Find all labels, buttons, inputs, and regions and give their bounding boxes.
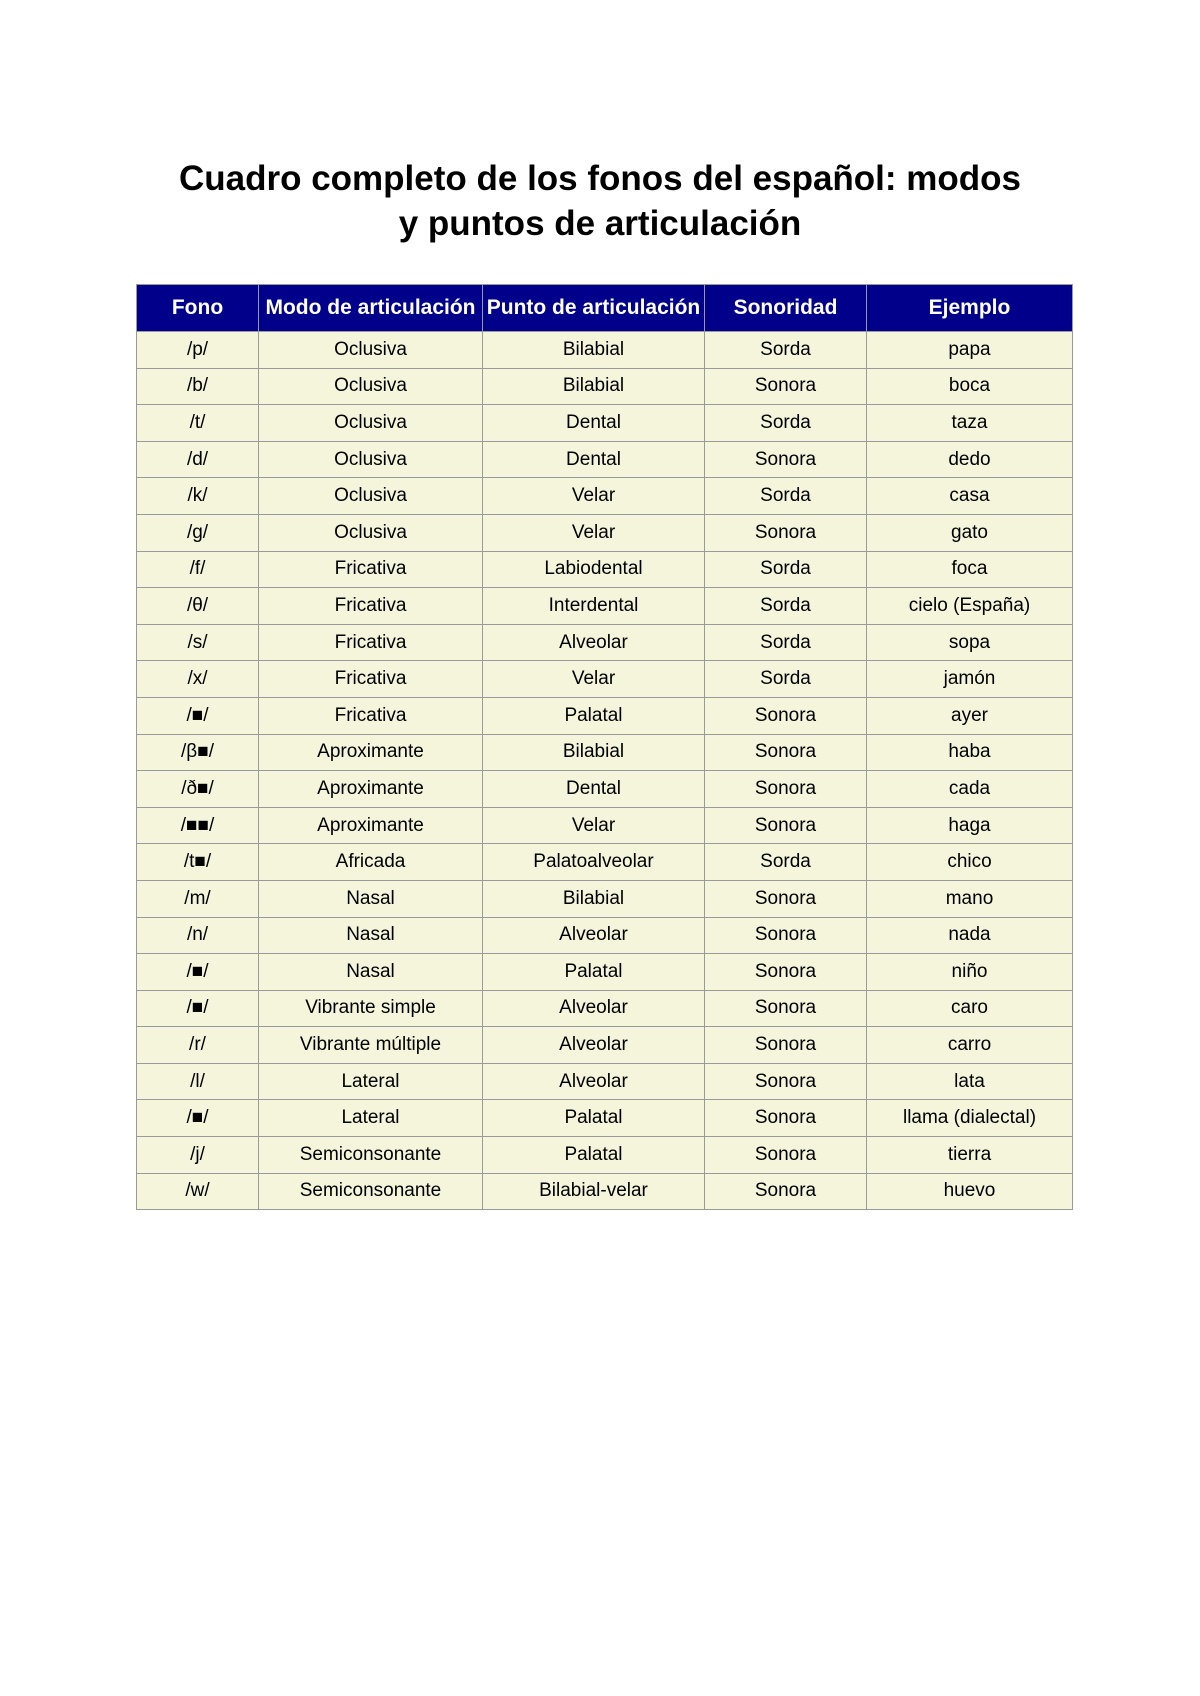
column-header-modo: Modo de articulación — [259, 285, 483, 332]
cell-modo: Fricativa — [259, 624, 483, 661]
column-header-sonoridad: Sonoridad — [705, 285, 867, 332]
table-header-row — [137, 285, 1073, 332]
cell-modo: Vibrante múltiple — [259, 1027, 483, 1064]
cell-ejemplo: llama (dialectal) — [867, 1100, 1073, 1137]
cell-modo: Aproximante — [259, 734, 483, 771]
cell-ejemplo: cielo (España) — [867, 588, 1073, 625]
cell-ejemplo: gato — [867, 514, 1073, 551]
cell-modo: Aproximante — [259, 807, 483, 844]
cell-punto: Velar — [483, 807, 705, 844]
table-row — [137, 954, 1073, 991]
table-body — [137, 332, 1073, 1210]
cell-punto: Velar — [483, 478, 705, 515]
cell-sonoridad: Sonora — [705, 954, 867, 991]
table-row — [137, 917, 1073, 954]
cell-fono: /■/ — [137, 954, 259, 991]
cell-sonoridad: Sonora — [705, 1063, 867, 1100]
cell-punto: Bilabial — [483, 880, 705, 917]
cell-punto: Interdental — [483, 588, 705, 625]
table-row — [137, 1027, 1073, 1064]
table-row — [137, 332, 1073, 369]
cell-fono: /p/ — [137, 332, 259, 369]
cell-modo: Nasal — [259, 917, 483, 954]
cell-sonoridad: Sonora — [705, 807, 867, 844]
cell-punto: Bilabial-velar — [483, 1173, 705, 1210]
cell-modo: Lateral — [259, 1063, 483, 1100]
table-row — [137, 368, 1073, 405]
cell-punto: Bilabial — [483, 734, 705, 771]
cell-fono: /s/ — [137, 624, 259, 661]
cell-fono: /t■/ — [137, 844, 259, 881]
cell-sonoridad: Sonora — [705, 880, 867, 917]
cell-modo: Nasal — [259, 880, 483, 917]
page-title-line-1: Cuadro completo de los fonos del español: modos — [178, 159, 1022, 198]
page-title — [100, 156, 1100, 246]
cell-sonoridad: Sonora — [705, 1027, 867, 1064]
table-row — [137, 661, 1073, 698]
table-row — [137, 551, 1073, 588]
cell-ejemplo: haba — [867, 734, 1073, 771]
cell-ejemplo: haga — [867, 807, 1073, 844]
cell-fono: /t/ — [137, 405, 259, 442]
table-row — [137, 1137, 1073, 1174]
cell-punto: Alveolar — [483, 1027, 705, 1064]
cell-ejemplo: boca — [867, 368, 1073, 405]
phones-table — [136, 284, 1073, 1210]
cell-fono: /b/ — [137, 368, 259, 405]
table-row — [137, 734, 1073, 771]
column-header-ejemplo: Ejemplo — [867, 285, 1073, 332]
cell-sonoridad: Sorda — [705, 624, 867, 661]
table-row — [137, 514, 1073, 551]
cell-ejemplo: huevo — [867, 1173, 1073, 1210]
cell-sonoridad: Sonora — [705, 771, 867, 808]
table-row — [137, 1100, 1073, 1137]
cell-ejemplo: cada — [867, 771, 1073, 808]
cell-fono: /j/ — [137, 1137, 259, 1174]
cell-sonoridad: Sonora — [705, 441, 867, 478]
cell-sonoridad: Sorda — [705, 405, 867, 442]
table-row — [137, 405, 1073, 442]
cell-modo: Africada — [259, 844, 483, 881]
cell-punto: Palatal — [483, 1137, 705, 1174]
cell-ejemplo: nada — [867, 917, 1073, 954]
cell-punto: Palatal — [483, 1100, 705, 1137]
cell-modo: Fricativa — [259, 551, 483, 588]
cell-ejemplo: tierra — [867, 1137, 1073, 1174]
cell-sonoridad: Sorda — [705, 551, 867, 588]
cell-sonoridad: Sonora — [705, 1100, 867, 1137]
cell-sonoridad: Sonora — [705, 990, 867, 1027]
cell-fono: /x/ — [137, 661, 259, 698]
cell-fono: /■/ — [137, 990, 259, 1027]
cell-fono: /g/ — [137, 514, 259, 551]
cell-fono: /w/ — [137, 1173, 259, 1210]
cell-fono: /■■/ — [137, 807, 259, 844]
cell-ejemplo: foca — [867, 551, 1073, 588]
cell-punto: Bilabial — [483, 332, 705, 369]
cell-punto: Palatoalveolar — [483, 844, 705, 881]
cell-sonoridad: Sonora — [705, 1137, 867, 1174]
cell-modo: Fricativa — [259, 661, 483, 698]
cell-ejemplo: taza — [867, 405, 1073, 442]
cell-modo: Nasal — [259, 954, 483, 991]
cell-ejemplo: carro — [867, 1027, 1073, 1064]
cell-modo: Oclusiva — [259, 478, 483, 515]
cell-ejemplo: mano — [867, 880, 1073, 917]
cell-fono: /θ/ — [137, 588, 259, 625]
table-row — [137, 807, 1073, 844]
cell-fono: /ð■/ — [137, 771, 259, 808]
cell-ejemplo: niño — [867, 954, 1073, 991]
cell-fono: /■/ — [137, 697, 259, 734]
cell-punto: Palatal — [483, 954, 705, 991]
cell-ejemplo: chico — [867, 844, 1073, 881]
cell-modo: Oclusiva — [259, 441, 483, 478]
cell-fono: /l/ — [137, 1063, 259, 1100]
cell-punto: Palatal — [483, 697, 705, 734]
cell-sonoridad: Sonora — [705, 514, 867, 551]
cell-modo: Oclusiva — [259, 514, 483, 551]
cell-fono: /β■/ — [137, 734, 259, 771]
cell-modo: Semiconsonante — [259, 1173, 483, 1210]
cell-fono: /n/ — [137, 917, 259, 954]
cell-modo: Oclusiva — [259, 405, 483, 442]
cell-sonoridad: Sorda — [705, 588, 867, 625]
cell-ejemplo: ayer — [867, 697, 1073, 734]
table-row — [137, 624, 1073, 661]
cell-punto: Alveolar — [483, 624, 705, 661]
cell-sonoridad: Sorda — [705, 332, 867, 369]
cell-modo: Vibrante simple — [259, 990, 483, 1027]
column-header-fono: Fono — [137, 285, 259, 332]
cell-punto: Dental — [483, 405, 705, 442]
column-header-punto: Punto de articulación — [483, 285, 705, 332]
cell-sonoridad: Sorda — [705, 844, 867, 881]
cell-punto: Velar — [483, 514, 705, 551]
cell-ejemplo: sopa — [867, 624, 1073, 661]
table-row — [137, 441, 1073, 478]
cell-fono: /■/ — [137, 1100, 259, 1137]
table-row — [137, 1173, 1073, 1210]
cell-modo: Lateral — [259, 1100, 483, 1137]
cell-punto: Labiodental — [483, 551, 705, 588]
cell-modo: Aproximante — [259, 771, 483, 808]
cell-sonoridad: Sonora — [705, 917, 867, 954]
cell-fono: /f/ — [137, 551, 259, 588]
cell-ejemplo: dedo — [867, 441, 1073, 478]
cell-ejemplo: lata — [867, 1063, 1073, 1100]
cell-sonoridad: Sonora — [705, 734, 867, 771]
cell-modo: Oclusiva — [259, 368, 483, 405]
cell-fono: /m/ — [137, 880, 259, 917]
cell-fono: /k/ — [137, 478, 259, 515]
cell-punto: Alveolar — [483, 1063, 705, 1100]
cell-fono: /d/ — [137, 441, 259, 478]
table-row — [137, 990, 1073, 1027]
cell-ejemplo: caro — [867, 990, 1073, 1027]
cell-modo: Fricativa — [259, 588, 483, 625]
cell-punto: Dental — [483, 771, 705, 808]
table-row — [137, 880, 1073, 917]
cell-fono: /r/ — [137, 1027, 259, 1064]
table-row — [137, 844, 1073, 881]
table-row — [137, 771, 1073, 808]
cell-punto: Alveolar — [483, 990, 705, 1027]
cell-modo: Semiconsonante — [259, 1137, 483, 1174]
cell-sonoridad: Sorda — [705, 478, 867, 515]
cell-ejemplo: casa — [867, 478, 1073, 515]
cell-sonoridad: Sonora — [705, 368, 867, 405]
table-row — [137, 588, 1073, 625]
table-row — [137, 697, 1073, 734]
cell-punto: Bilabial — [483, 368, 705, 405]
cell-modo: Fricativa — [259, 697, 483, 734]
table-row — [137, 1063, 1073, 1100]
cell-punto: Alveolar — [483, 917, 705, 954]
page-title-line-2: y puntos de articulación — [398, 204, 802, 243]
cell-ejemplo: jamón — [867, 661, 1073, 698]
cell-punto: Dental — [483, 441, 705, 478]
cell-sonoridad: Sorda — [705, 661, 867, 698]
cell-punto: Velar — [483, 661, 705, 698]
cell-sonoridad: Sonora — [705, 697, 867, 734]
cell-sonoridad: Sonora — [705, 1173, 867, 1210]
cell-modo: Oclusiva — [259, 332, 483, 369]
table-row — [137, 478, 1073, 515]
cell-ejemplo: papa — [867, 332, 1073, 369]
